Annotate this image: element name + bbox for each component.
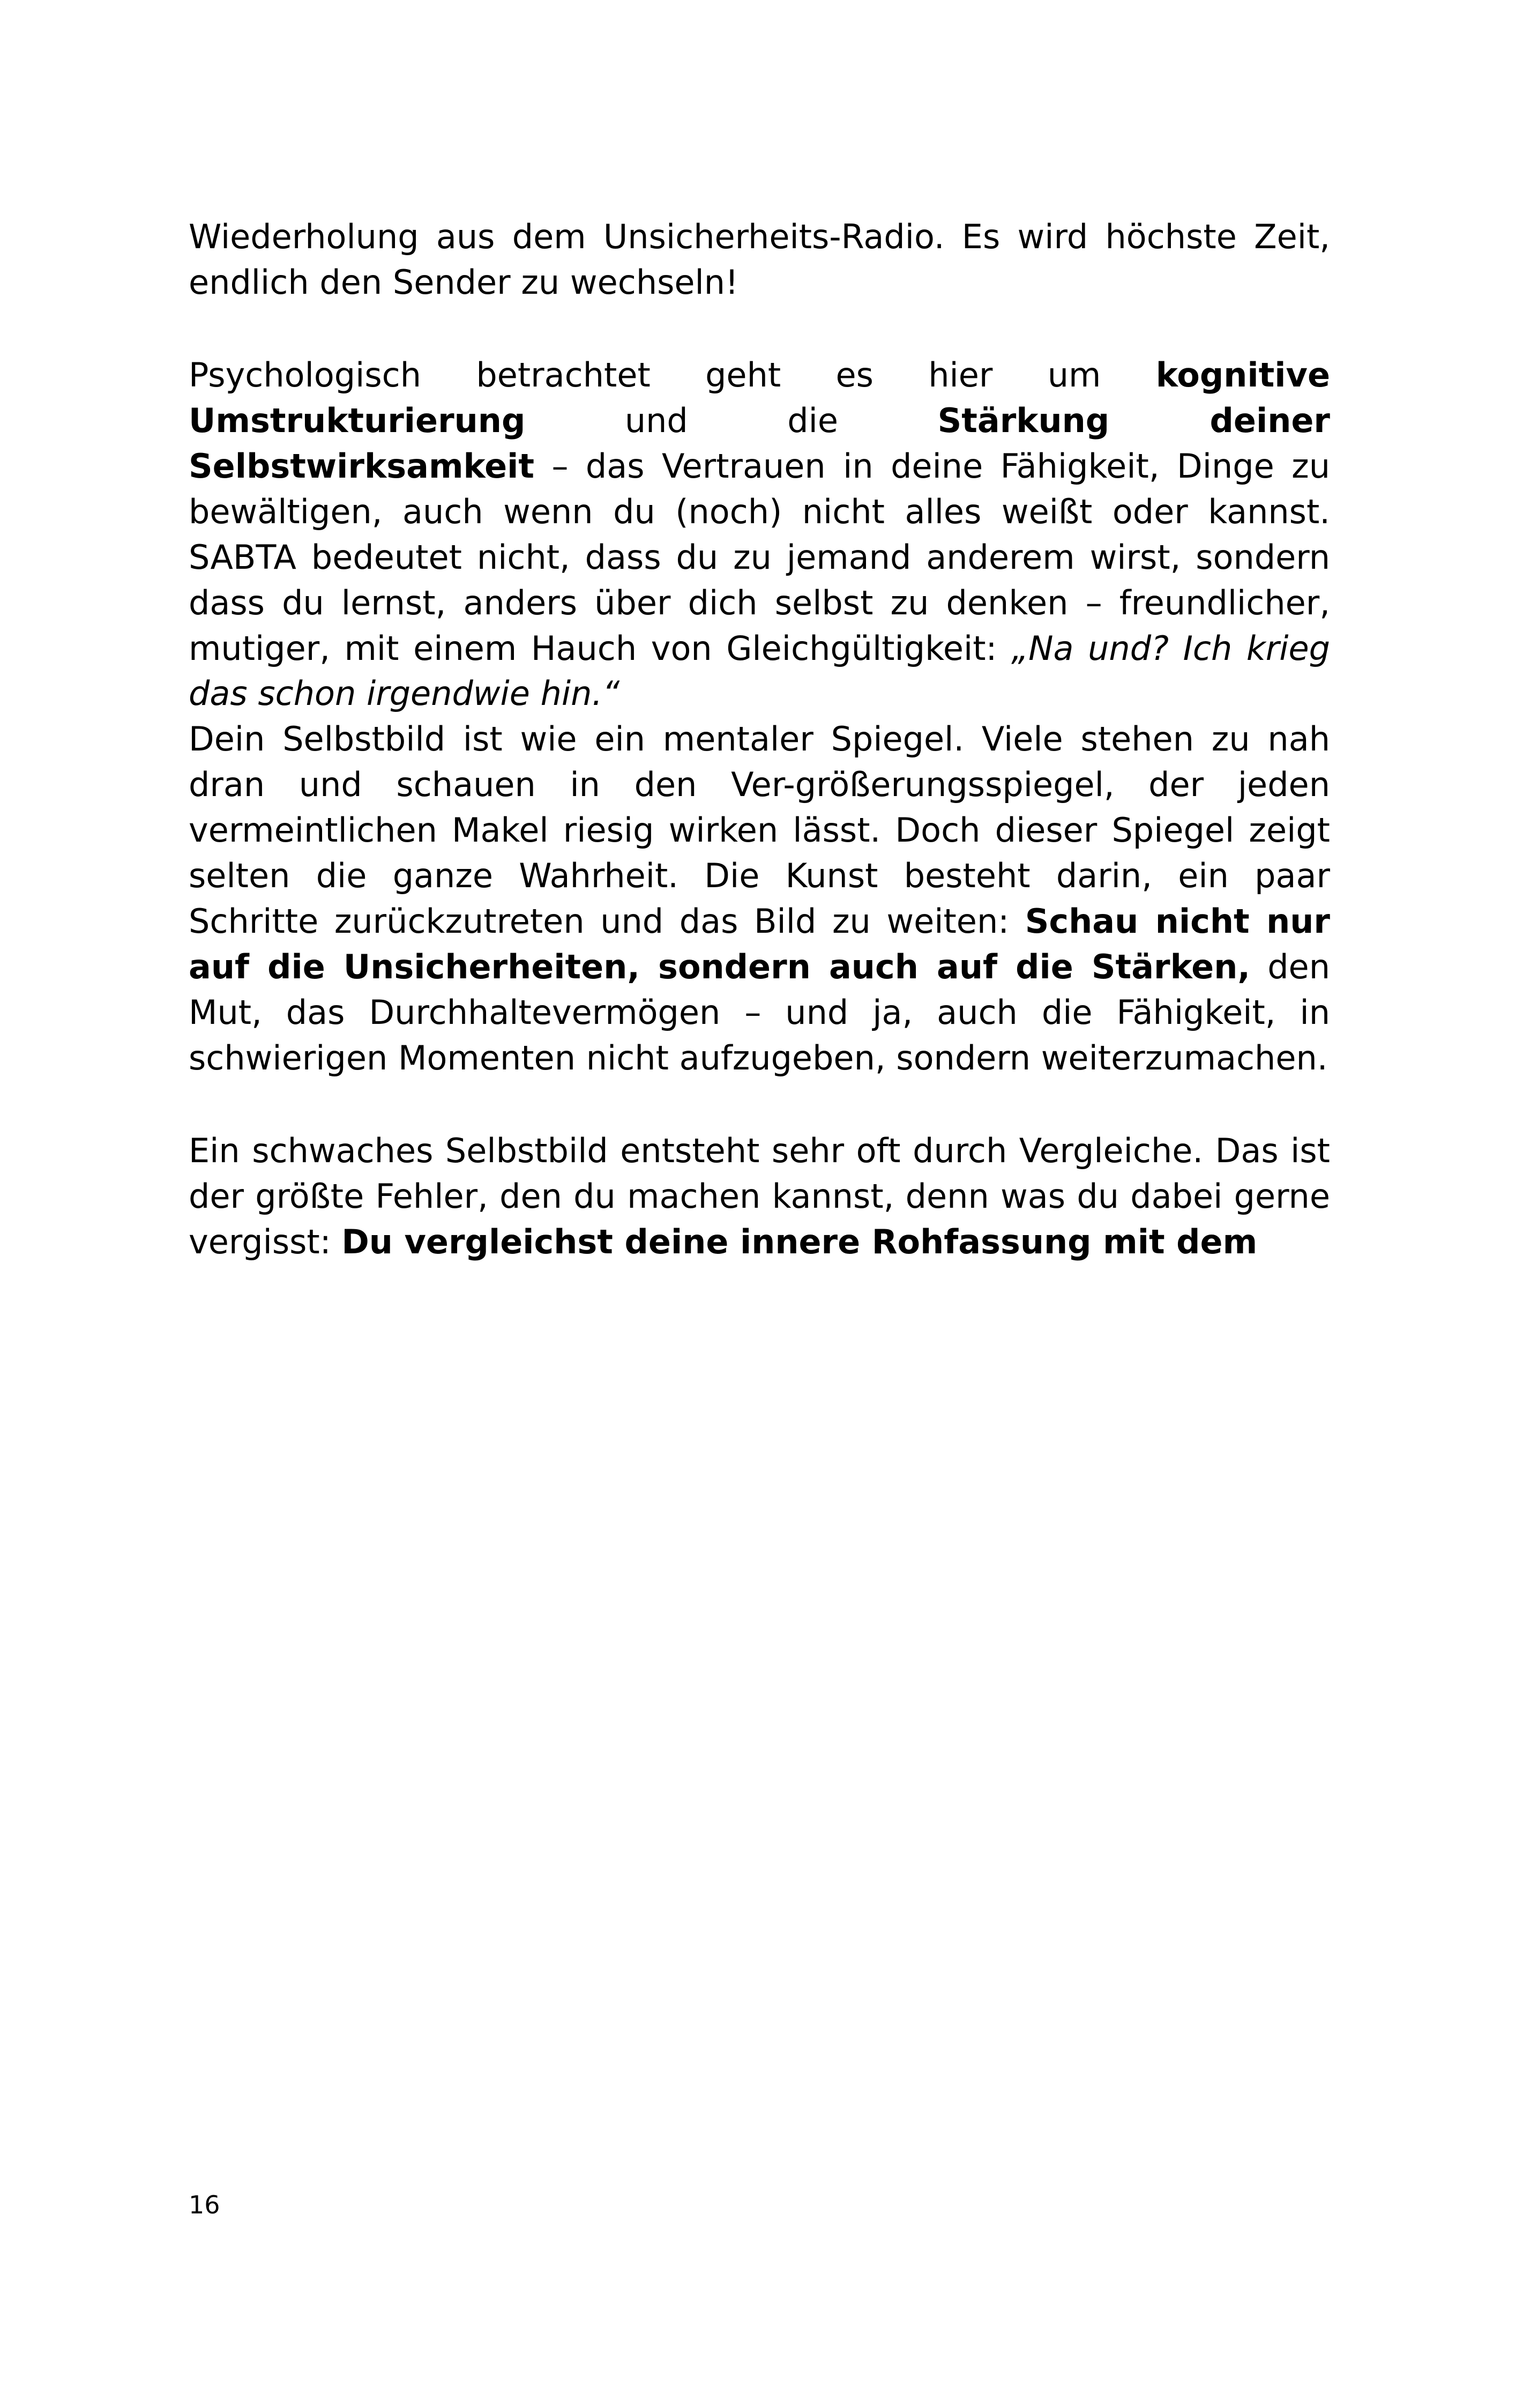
paragraph-1	[189, 214, 1330, 306]
body-text-column	[189, 214, 1330, 1265]
text-run-bold: Stärkung deiner Selbstwirksamkeit	[189, 400, 1330, 486]
paragraph-4	[189, 1128, 1330, 1265]
text-run: – das Vertrauen in deine Fähigkeit, Dinge zu bewältigen, auch wenn du (noch) nicht alles weißt oder kannst. SABTA bedeutet nicht, dass du zu jemand anderem wirst, sondern dass du lernst, anders über dich selbst zu denken – freundlicher, mutiger, mit einem Hauch von Gleichgültigkeit:	[189, 446, 1330, 668]
text-run: Wiederholung aus dem Unsicherheits-Radio. Es wird höchste Zeit, endlich den Sender zu wechseln!	[189, 217, 1330, 302]
text-run-bold: Schau nicht nur auf die Unsicherheiten, sondern auch auf die Stärken,	[189, 902, 1330, 987]
text-run: Dein Selbstbild ist wie ein mentaler Spiegel. Viele stehen zu nah dran und schauen in den Ver-größerungsspiegel, der jeden vermeintlichen Makel riesig wirken lässt. Doch dieser Spiegel zeigt selten die ganze Wahrheit. Die Kunst besteht darin, ein paar Schritte zurückzutreten und das Bild zu weiten:	[189, 719, 1330, 941]
paragraph-spacer	[189, 306, 1330, 353]
page-number: 16	[189, 2190, 220, 2219]
text-run-italic: „Na und? Ich krieg das schon irgendwie hin.“	[189, 628, 1330, 714]
text-run: Psychologisch betrachtet geht es hier um	[189, 355, 1156, 395]
paragraph-3	[189, 717, 1330, 1081]
text-run-bold: kognitive Umstrukturierung	[189, 355, 1330, 440]
paragraph-spacer	[189, 1081, 1330, 1128]
text-run: und die	[525, 400, 938, 440]
text-run-bold: Du vergleichst deine innere Rohfassung mit dem	[341, 1222, 1258, 1261]
text-run: Ein schwaches Selbstbild entsteht sehr oft durch Vergleiche. Das ist der größte Fehler, den du machen kannst, denn was du dabei gerne vergisst:	[189, 1131, 1330, 1261]
text-run: den Mut, das Durchhaltevermögen – und ja, auch die Fähigkeit, in schwierigen Momenten nicht aufzugeben, sondern weiterzumachen.	[189, 947, 1330, 1077]
paragraph-2	[189, 353, 1330, 717]
